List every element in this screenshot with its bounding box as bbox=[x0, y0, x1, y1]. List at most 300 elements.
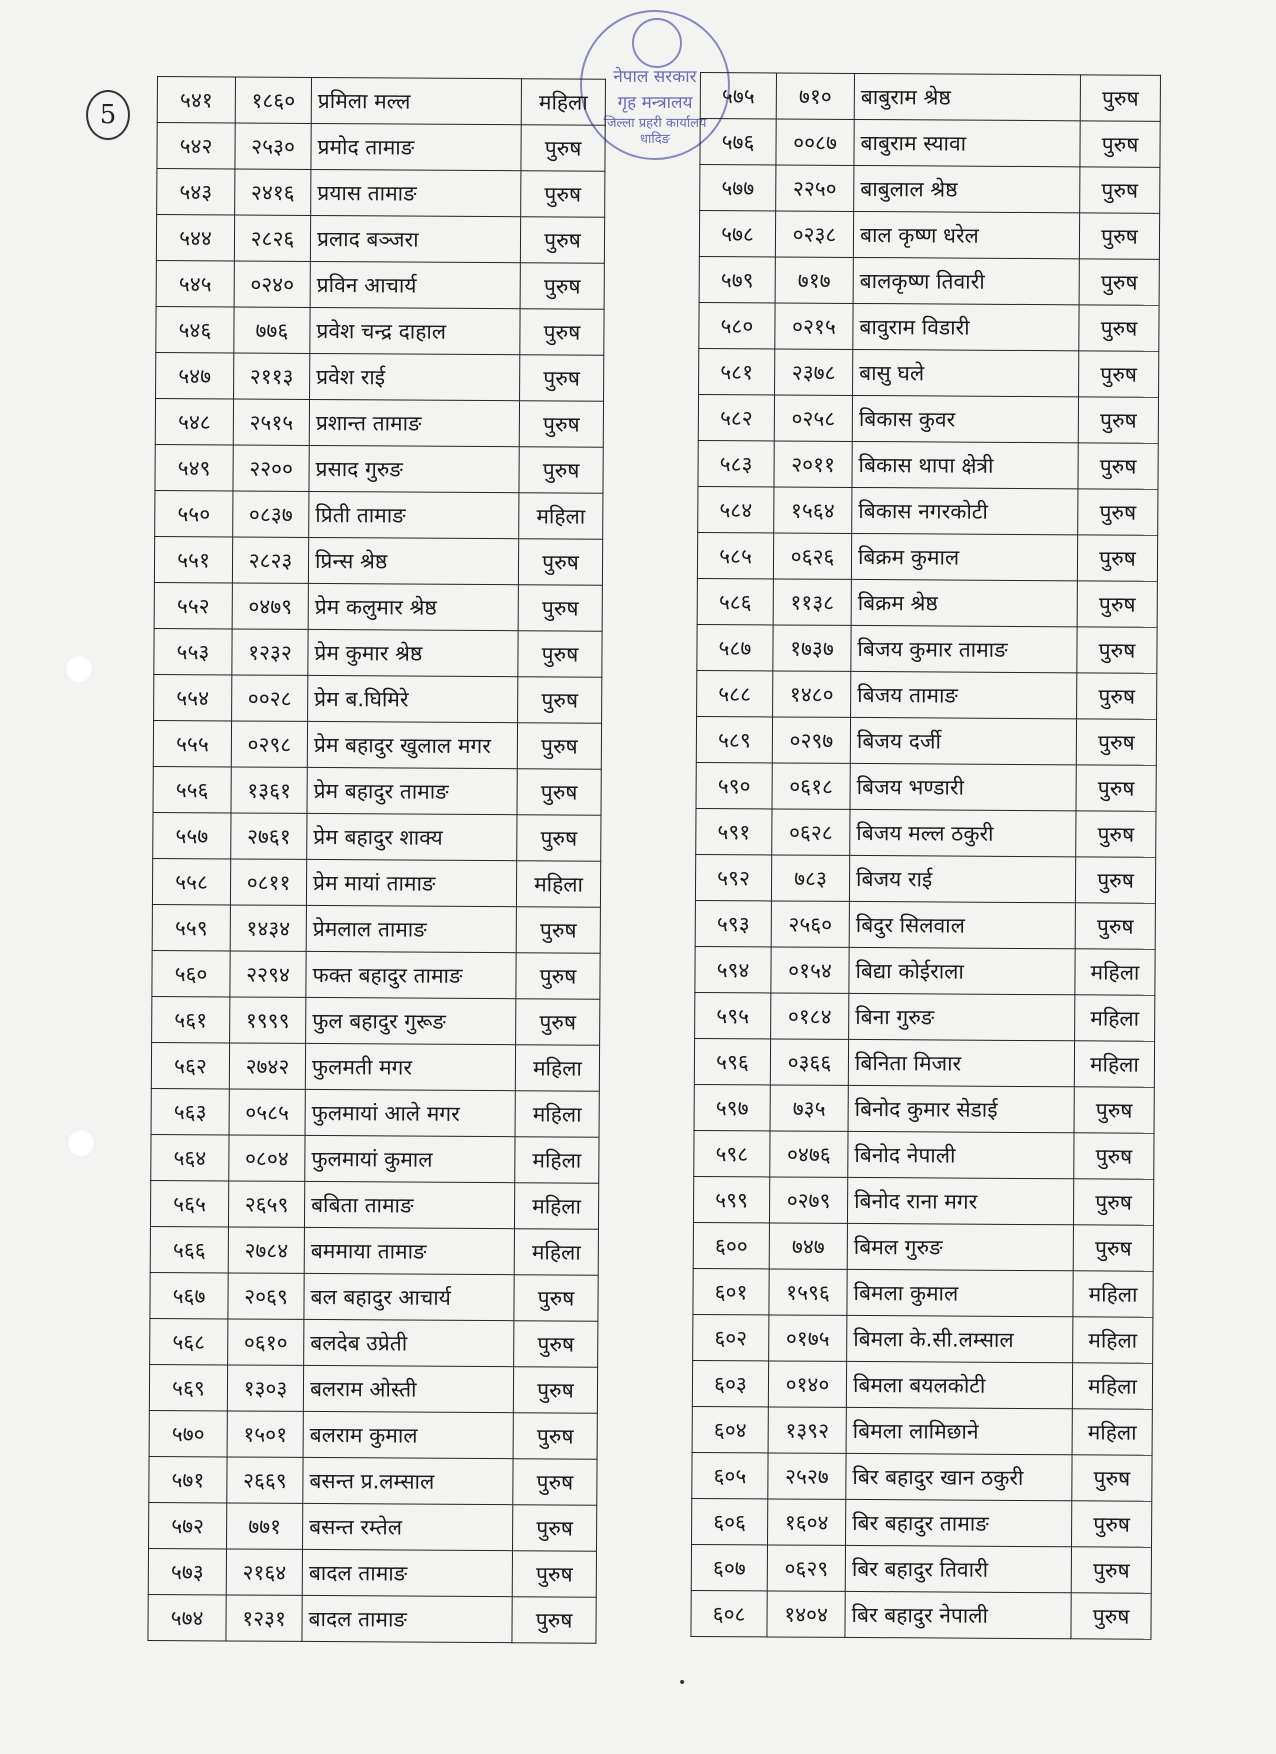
roll-number-cell: ०६१८ bbox=[772, 763, 850, 809]
candidate-name-cell: बलराम ओस्ती bbox=[303, 1365, 513, 1412]
gender-cell: पुरुष bbox=[518, 585, 602, 632]
gender-cell: महिला bbox=[516, 861, 600, 908]
candidate-name-cell: बिजय भण्डारी bbox=[850, 763, 1076, 810]
gender-cell: पुरुष bbox=[518, 539, 602, 586]
gender-cell: महिला bbox=[1072, 1363, 1152, 1409]
table-row bbox=[155, 490, 603, 539]
gender-cell: पुरुष bbox=[517, 815, 601, 862]
gender-cell: पुरुष bbox=[520, 309, 604, 356]
punch-hole-bottom bbox=[66, 1128, 96, 1158]
serial-number-cell: ५७१ bbox=[149, 1456, 227, 1502]
candidate-name-cell: बिर बहादुर तिवारी bbox=[845, 1545, 1071, 1592]
table-row bbox=[149, 1456, 597, 1505]
gender-cell: पुरुष bbox=[514, 1275, 598, 1322]
roll-number-cell: ०३६६ bbox=[770, 1039, 848, 1085]
gender-cell: पुरुष bbox=[516, 907, 600, 954]
gender-cell: पुरुष bbox=[513, 1367, 597, 1414]
table-row bbox=[157, 169, 605, 218]
gender-cell: पुरुष bbox=[1072, 1455, 1152, 1501]
gender-cell: महिला bbox=[1075, 995, 1155, 1041]
table-row bbox=[698, 440, 1158, 489]
table-row bbox=[151, 1134, 599, 1183]
roll-number-cell: ०१५४ bbox=[771, 947, 849, 993]
table-row bbox=[697, 578, 1157, 627]
candidate-name-cell: प्रेम ब.घिमिरे bbox=[308, 675, 518, 722]
table-row bbox=[693, 1268, 1153, 1317]
gender-cell: पुरुष bbox=[1078, 489, 1158, 535]
gender-cell: पुरुष bbox=[1077, 535, 1157, 581]
stamp-line-4: धादिङ bbox=[640, 132, 670, 147]
gender-cell: महिला bbox=[521, 79, 605, 126]
roll-number-cell: २८२६ bbox=[234, 215, 310, 261]
serial-number-cell: ५९५ bbox=[695, 992, 771, 1038]
gender-cell: पुरुष bbox=[1074, 1087, 1154, 1133]
gender-cell: पुरुष bbox=[520, 263, 604, 310]
serial-number-cell: ५५९ bbox=[152, 904, 230, 950]
roll-number-cell: २५१५ bbox=[233, 399, 309, 445]
roll-number-cell: ०६१० bbox=[228, 1319, 304, 1365]
table-row bbox=[700, 73, 1160, 122]
candidate-name-cell: प्रिती तामाङ bbox=[309, 491, 519, 538]
candidate-name-cell: प्रेम कुमार श्रेष्ठ bbox=[308, 629, 518, 676]
serial-number-cell: ५७० bbox=[149, 1410, 227, 1456]
gender-cell: पुरुष bbox=[1080, 167, 1160, 213]
table-row bbox=[696, 762, 1156, 811]
stamp-line-1: नेपाल सरकार bbox=[613, 67, 697, 87]
gender-cell: पुरुष bbox=[517, 723, 601, 770]
table-row bbox=[699, 348, 1159, 397]
candidate-name-cell: बिमला बयलकोटी bbox=[846, 1361, 1072, 1408]
table-row bbox=[150, 1272, 598, 1321]
gender-cell: पुरुष bbox=[1076, 765, 1156, 811]
page-number-mark: 5 bbox=[86, 90, 130, 140]
footer-mark: • bbox=[678, 1675, 687, 1691]
roll-number-cell: ०१४० bbox=[768, 1361, 846, 1407]
serial-number-cell: ५८७ bbox=[697, 624, 773, 670]
serial-number-cell: ५८८ bbox=[697, 670, 773, 716]
table-row bbox=[154, 536, 602, 585]
emblem-icon bbox=[632, 18, 682, 68]
roll-number-cell: २२०० bbox=[233, 445, 309, 491]
serial-number-cell: ६०८ bbox=[691, 1590, 767, 1636]
candidate-name-cell: बिजय दर्जी bbox=[850, 717, 1076, 764]
candidate-name-cell: बिकास नगरकोटी bbox=[852, 487, 1078, 534]
roll-number-cell: ०८०४ bbox=[229, 1135, 305, 1181]
roll-number-cell: १५०१ bbox=[227, 1411, 303, 1457]
table-row bbox=[148, 1594, 596, 1643]
serial-number-cell: ५६५ bbox=[150, 1180, 228, 1226]
gender-cell: पुरुष bbox=[1078, 397, 1158, 443]
candidate-name-cell: प्रेमलाल तामाङ bbox=[306, 905, 516, 952]
gender-cell: पुरुष bbox=[1071, 1593, 1151, 1639]
gender-cell: पुरुष bbox=[1076, 719, 1156, 765]
serial-number-cell: ६०५ bbox=[692, 1452, 768, 1498]
gender-cell: पुरुष bbox=[1080, 75, 1160, 121]
roll-number-cell: ०६२६ bbox=[773, 533, 851, 579]
gender-cell: पुरुष bbox=[1079, 351, 1159, 397]
roll-number-cell: ०२७९ bbox=[769, 1177, 847, 1223]
candidate-name-cell: बलराम कुमाल bbox=[303, 1411, 513, 1458]
serial-number-cell: ५७५ bbox=[700, 73, 776, 119]
table-row bbox=[699, 256, 1159, 305]
roll-number-cell: १७३७ bbox=[773, 625, 851, 671]
table-row bbox=[700, 119, 1160, 168]
serial-number-cell: ५४८ bbox=[155, 398, 233, 444]
table-row bbox=[152, 858, 600, 907]
candidate-name-cell: बिद्या कोईराला bbox=[849, 947, 1075, 994]
table-row bbox=[154, 674, 602, 723]
roll-number-cell: ७१० bbox=[776, 73, 854, 119]
roll-number-cell: ७७६ bbox=[234, 307, 310, 353]
candidate-name-cell: बादल तामाङ bbox=[302, 1595, 512, 1642]
candidate-name-cell: फुलमायां कुमाल bbox=[305, 1135, 515, 1182]
serial-number-cell: ५८६ bbox=[697, 578, 773, 624]
serial-number-cell: ५६१ bbox=[152, 996, 230, 1042]
table-row bbox=[694, 1084, 1154, 1133]
table-row bbox=[695, 992, 1155, 1041]
candidate-name-cell: बिर बहादुर तामाङ bbox=[846, 1499, 1072, 1546]
table-row bbox=[696, 808, 1156, 857]
roll-number-cell: २०६९ bbox=[228, 1273, 304, 1319]
candidate-name-cell: बल बहादुर आचार्य bbox=[304, 1273, 514, 1320]
gender-cell: पुरुष bbox=[516, 953, 600, 1000]
gender-cell: महिला bbox=[515, 1045, 599, 1092]
candidate-name-cell: प्रिन्स श्रेष्ठ bbox=[308, 537, 518, 584]
roll-number-cell: ००८७ bbox=[776, 119, 854, 165]
serial-number-cell: ५६३ bbox=[151, 1088, 229, 1134]
candidate-name-cell: बिनोद कुमार सेडाई bbox=[848, 1085, 1074, 1132]
table-row bbox=[700, 165, 1160, 214]
roll-number-cell: २४१६ bbox=[235, 169, 311, 215]
roll-number-cell: २७४२ bbox=[229, 1043, 305, 1089]
gender-cell: पुरुष bbox=[1078, 443, 1158, 489]
gender-cell: पुरुष bbox=[513, 1413, 597, 1460]
candidate-name-cell: बिमला के.सी.लम्साल bbox=[847, 1315, 1073, 1362]
candidate-name-cell: प्रेम मायां तामाङ bbox=[306, 859, 516, 906]
table-row bbox=[156, 352, 604, 401]
roll-number-cell: ०४७९ bbox=[232, 583, 308, 629]
gender-cell: महिला bbox=[515, 1091, 599, 1138]
serial-number-cell: ५८४ bbox=[698, 486, 774, 532]
roll-number-cell: ०८११ bbox=[230, 859, 306, 905]
candidate-name-cell: बावुराम विडारी bbox=[853, 303, 1079, 350]
candidate-name-cell: बिक्रम श्रेष्ठ bbox=[851, 579, 1077, 626]
table-row bbox=[692, 1406, 1152, 1455]
serial-number-cell: ५६९ bbox=[149, 1364, 227, 1410]
table-row bbox=[691, 1544, 1151, 1593]
candidate-name-cell: बिजय मल्ल ठकुरी bbox=[850, 809, 1076, 856]
gender-cell: पुरुष bbox=[1079, 305, 1159, 351]
table-row bbox=[696, 716, 1156, 765]
table-row bbox=[695, 946, 1155, 995]
serial-number-cell: ५६० bbox=[152, 950, 230, 996]
serial-number-cell: ५४३ bbox=[157, 169, 235, 215]
roll-number-cell: ७१७ bbox=[775, 257, 853, 303]
table-row bbox=[149, 1502, 597, 1551]
table-row bbox=[153, 720, 601, 769]
table-row bbox=[148, 1548, 596, 1597]
serial-number-cell: ५५५ bbox=[153, 720, 231, 766]
serial-number-cell: ५४७ bbox=[156, 352, 234, 398]
roll-number-cell: २२५० bbox=[776, 165, 854, 211]
gender-cell: महिला bbox=[1073, 1317, 1153, 1363]
gender-cell: पुरुष bbox=[1073, 1225, 1153, 1271]
gender-cell: पुरुष bbox=[516, 999, 600, 1046]
roll-number-cell: १३०३ bbox=[227, 1365, 303, 1411]
serial-number-cell: ५९६ bbox=[694, 1038, 770, 1084]
roll-number-cell: ०८३७ bbox=[233, 491, 309, 537]
gender-cell: पुरुष bbox=[1077, 627, 1157, 673]
gender-cell: पुरुष bbox=[520, 217, 604, 264]
candidate-name-cell: बिनिता मिजार bbox=[848, 1039, 1074, 1086]
table-row bbox=[694, 1038, 1154, 1087]
roll-number-cell: ७८३ bbox=[771, 855, 849, 901]
candidate-name-cell: बसन्त प्र.लम्साल bbox=[303, 1457, 513, 1504]
serial-number-cell: ५९१ bbox=[696, 808, 772, 854]
roll-number-cell: १४८० bbox=[773, 671, 851, 717]
candidate-name-cell: बासु घले bbox=[853, 349, 1079, 396]
table-row bbox=[695, 854, 1155, 903]
gender-cell: पुरुष bbox=[1080, 121, 1160, 167]
gender-cell: महिला bbox=[515, 1137, 599, 1184]
gender-cell: पुरुष bbox=[1074, 1133, 1154, 1179]
roll-number-cell: २५६० bbox=[771, 901, 849, 947]
candidate-name-cell: बिजय कुमार तामाङ bbox=[851, 625, 1077, 672]
serial-number-cell: ५८२ bbox=[698, 394, 774, 440]
serial-number-cell: ५५८ bbox=[152, 858, 230, 904]
roll-number-cell: २६५९ bbox=[228, 1181, 304, 1227]
gender-cell: पुरुष bbox=[1075, 903, 1155, 949]
serial-number-cell: ५९८ bbox=[694, 1130, 770, 1176]
table-row bbox=[151, 1042, 599, 1091]
roll-number-cell: १५६४ bbox=[774, 487, 852, 533]
table-row bbox=[691, 1590, 1151, 1639]
table-row bbox=[153, 812, 601, 861]
roll-number-cell: १३६१ bbox=[231, 767, 307, 813]
table-row bbox=[694, 1130, 1154, 1179]
stamp-line-3: जिल्ला प्रहरी कार्यालय bbox=[603, 116, 707, 131]
table-row bbox=[155, 398, 603, 447]
table-row bbox=[152, 904, 600, 953]
table-row bbox=[699, 211, 1159, 260]
serial-number-cell: ५५३ bbox=[154, 628, 232, 674]
serial-number-cell: ५८३ bbox=[698, 440, 774, 486]
roll-number-cell: ०१७५ bbox=[769, 1315, 847, 1361]
serial-number-cell: ५५६ bbox=[153, 766, 231, 812]
roll-number-cell: १२३२ bbox=[232, 629, 308, 675]
gender-cell: पुरुष bbox=[513, 1459, 597, 1506]
candidate-name-cell: प्रेम बहादुर खुलाल मगर bbox=[307, 721, 517, 768]
serial-number-cell: ५६७ bbox=[150, 1272, 228, 1318]
roll-number-cell: २५३० bbox=[235, 123, 311, 169]
roll-number-cell: ७७१ bbox=[227, 1503, 303, 1549]
roll-number-cell: १४३४ bbox=[230, 905, 306, 951]
table-row bbox=[693, 1314, 1153, 1363]
gender-cell: पुरुष bbox=[1077, 581, 1157, 627]
serial-number-cell: ५७८ bbox=[699, 211, 775, 257]
serial-number-cell: ६०० bbox=[693, 1222, 769, 1268]
gender-cell: पुरुष bbox=[518, 677, 602, 724]
serial-number-cell: ५६२ bbox=[151, 1042, 229, 1088]
serial-number-cell: ५५२ bbox=[154, 582, 232, 628]
gender-cell: पुरुष bbox=[521, 171, 605, 218]
roll-number-cell: ०२१५ bbox=[775, 303, 853, 349]
roll-number-cell: २७६१ bbox=[231, 813, 307, 859]
roll-number-cell: ०६२९ bbox=[767, 1545, 845, 1591]
candidate-name-cell: बाबुलाल श्रेष्ठ bbox=[854, 165, 1080, 212]
punch-hole-top bbox=[64, 654, 94, 684]
candidate-name-cell: प्रशान्त तामाङ bbox=[309, 399, 519, 446]
serial-number-cell: ५७६ bbox=[700, 119, 776, 165]
table-row bbox=[156, 215, 604, 264]
table-row bbox=[697, 670, 1157, 719]
candidate-name-cell: बसन्त रम्तेल bbox=[303, 1503, 513, 1550]
gender-cell: पुरुष bbox=[512, 1597, 596, 1644]
serial-number-cell: ६०७ bbox=[691, 1544, 767, 1590]
gender-cell: पुरुष bbox=[1073, 1179, 1153, 1225]
table-row bbox=[692, 1452, 1152, 1501]
table-row bbox=[699, 302, 1159, 351]
roll-number-cell: २५२७ bbox=[768, 1453, 846, 1499]
candidate-name-cell: बालकृष्ण तिवारी bbox=[853, 257, 1079, 304]
candidate-name-cell: बिमल गुरुङ bbox=[847, 1223, 1073, 1270]
gender-cell: पुरुष bbox=[518, 631, 602, 678]
table-row bbox=[698, 486, 1158, 535]
table-row bbox=[693, 1176, 1153, 1225]
gender-cell: महिला bbox=[1075, 949, 1155, 995]
gender-cell: पुरुष bbox=[514, 1321, 598, 1368]
serial-number-cell: ५६६ bbox=[150, 1226, 228, 1272]
serial-number-cell: ५४२ bbox=[157, 123, 235, 169]
candidate-name-cell: बिर बहादुर खान ठकुरी bbox=[846, 1453, 1072, 1500]
candidate-name-cell: बिकास थापा क्षेत्री bbox=[852, 441, 1078, 488]
gender-cell: महिला bbox=[1072, 1409, 1152, 1455]
candidate-name-cell: बादल तामाङ bbox=[302, 1549, 512, 1596]
serial-number-cell: ५९७ bbox=[694, 1084, 770, 1130]
table-row bbox=[154, 628, 602, 677]
gender-cell: पुरुष bbox=[1076, 811, 1156, 857]
serial-number-cell: ५५४ bbox=[154, 674, 232, 720]
roll-number-cell: २१६४ bbox=[226, 1549, 302, 1595]
gender-cell: पुरुष bbox=[1079, 213, 1159, 259]
serial-number-cell: ५८१ bbox=[699, 348, 775, 394]
roll-number-cell: ०४७६ bbox=[770, 1131, 848, 1177]
roll-number-cell: २११३ bbox=[234, 353, 310, 399]
candidate-name-cell: फुल बहादुर गुरूङ bbox=[306, 997, 516, 1044]
serial-number-cell: ५४४ bbox=[156, 215, 234, 261]
serial-number-cell: ५७४ bbox=[148, 1594, 226, 1640]
candidate-name-cell: प्रमिला मल्ल bbox=[311, 77, 521, 124]
candidate-name-cell: बिर बहादुर नेपाली bbox=[845, 1591, 1071, 1638]
serial-number-cell: ६०२ bbox=[693, 1314, 769, 1360]
roll-number-cell: २०११ bbox=[774, 441, 852, 487]
candidate-name-cell: बिजय राई bbox=[849, 855, 1075, 902]
serial-number-cell: ५७९ bbox=[699, 256, 775, 302]
roll-number-cell: ०२५८ bbox=[774, 395, 852, 441]
gender-cell: पुरुष bbox=[1079, 259, 1159, 305]
candidate-name-cell: बिना गुरुङ bbox=[849, 993, 1075, 1040]
gender-cell: पुरुष bbox=[1071, 1501, 1151, 1547]
roll-number-cell: १६०४ bbox=[768, 1499, 846, 1545]
table-row bbox=[157, 123, 605, 172]
gender-cell: पुरुष bbox=[517, 769, 601, 816]
table-row bbox=[151, 1088, 599, 1137]
candidate-name-cell: बलदेब उप्रेती bbox=[304, 1319, 514, 1366]
serial-number-cell: ५४५ bbox=[156, 260, 234, 306]
roll-number-cell: ०१८४ bbox=[771, 993, 849, 1039]
serial-number-cell: ५५१ bbox=[154, 536, 232, 582]
roll-number-cell: ००२८ bbox=[232, 675, 308, 721]
candidate-name-cell: बाबुराम स्यावा bbox=[854, 119, 1080, 166]
serial-number-cell: ५५७ bbox=[153, 812, 231, 858]
candidate-name-cell: बबिता तामाङ bbox=[304, 1181, 514, 1228]
table-row bbox=[156, 260, 604, 309]
candidate-name-cell: प्रवेश राई bbox=[310, 353, 520, 400]
roll-number-cell: २८२३ bbox=[232, 537, 308, 583]
candidate-name-cell: फुलमती मगर bbox=[305, 1043, 515, 1090]
roll-number-cell: १८६० bbox=[235, 77, 311, 123]
candidate-name-cell: फक्त बहादुर तामाङ bbox=[306, 951, 516, 998]
table-row bbox=[149, 1410, 597, 1459]
candidate-name-cell: बाबुराम श्रेष्ठ bbox=[854, 73, 1080, 120]
table-row bbox=[697, 624, 1157, 673]
serial-number-cell: ५८० bbox=[699, 302, 775, 348]
gender-cell: पुरुष bbox=[512, 1551, 596, 1598]
roll-number-cell: ०२९७ bbox=[772, 717, 850, 763]
serial-number-cell: ५८९ bbox=[696, 716, 772, 762]
candidate-name-cell: बममाया तामाङ bbox=[304, 1227, 514, 1274]
gender-cell: महिला bbox=[514, 1229, 598, 1276]
roll-number-cell: २६६९ bbox=[227, 1457, 303, 1503]
candidate-name-cell: फुलमायां आले मगर bbox=[305, 1089, 515, 1136]
candidate-name-cell: प्रविन आचार्य bbox=[310, 261, 520, 308]
table-row bbox=[698, 394, 1158, 443]
gender-cell: पुरुष bbox=[519, 401, 603, 448]
serial-number-cell: ५४१ bbox=[157, 77, 235, 123]
table-row bbox=[154, 582, 602, 631]
roll-number-cell: १९९९ bbox=[230, 997, 306, 1043]
roll-number-cell: १२३१ bbox=[226, 1595, 302, 1641]
roll-number-cell: ११३८ bbox=[773, 579, 851, 625]
serial-number-cell: ६०३ bbox=[692, 1360, 768, 1406]
table-row bbox=[152, 950, 600, 999]
table-row bbox=[693, 1222, 1153, 1271]
serial-number-cell: ५७३ bbox=[148, 1548, 226, 1594]
roll-number-cell: १४०४ bbox=[767, 1591, 845, 1637]
gender-cell: महिला bbox=[514, 1183, 598, 1230]
serial-number-cell: ६०१ bbox=[693, 1268, 769, 1314]
table-row bbox=[157, 77, 605, 126]
candidate-name-cell: बिजय तामाङ bbox=[851, 671, 1077, 718]
serial-number-cell: ५६४ bbox=[151, 1134, 229, 1180]
roll-number-cell: २३७८ bbox=[775, 349, 853, 395]
table-row bbox=[153, 766, 601, 815]
table-row bbox=[692, 1360, 1152, 1409]
roll-number-cell: ७४७ bbox=[769, 1223, 847, 1269]
candidate-name-cell: प्रेम बहादुर तामाङ bbox=[307, 767, 517, 814]
roll-number-cell: ७३५ bbox=[770, 1085, 848, 1131]
serial-number-cell: ५९९ bbox=[693, 1176, 769, 1222]
roll-number-cell: ०२४० bbox=[234, 261, 310, 307]
roll-number-cell: ०२९८ bbox=[231, 721, 307, 767]
serial-number-cell: ५९० bbox=[696, 762, 772, 808]
roll-number-cell: २७८४ bbox=[228, 1227, 304, 1273]
gender-cell: पुरुष bbox=[520, 355, 604, 402]
gender-cell: पुरुष bbox=[512, 1505, 596, 1552]
candidate-name-cell: बाल कृष्ण धरेल bbox=[853, 211, 1079, 258]
serial-number-cell: ५६८ bbox=[150, 1318, 228, 1364]
table-row bbox=[155, 444, 603, 493]
